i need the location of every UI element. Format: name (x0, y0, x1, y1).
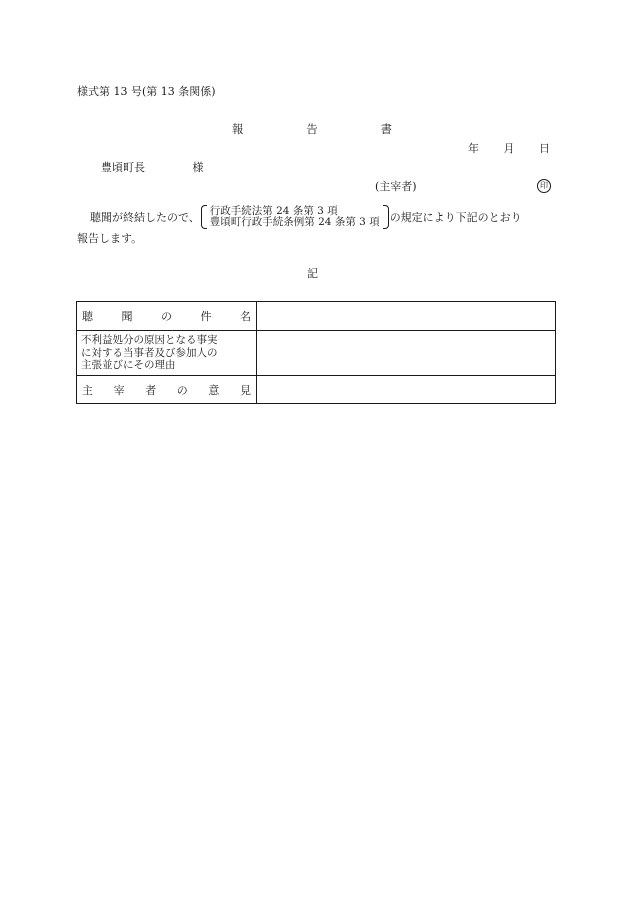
date-line (468, 143, 550, 154)
row-label-hearing-subject: 聴 聞 の 件 名 (77, 302, 257, 331)
date-day: 日 (539, 142, 550, 155)
law-item: 豊頃町行政手続条例第 24 条第 3 項 (209, 216, 380, 228)
body-tail: の規定により下記のとおり (389, 210, 522, 224)
form-number: 様式第 13 号(第 13 条関係) (77, 85, 216, 98)
hearing-subject-field[interactable] (257, 302, 556, 331)
law-item: 行政手続法第 24 条第 3 項 (209, 204, 338, 217)
title-char: 告 (306, 122, 318, 136)
body-line-1 (90, 206, 522, 228)
date-year: 年 (468, 142, 479, 155)
right-brace-icon (383, 205, 389, 229)
ki-heading: 記 (307, 267, 318, 280)
claims-field[interactable] (257, 331, 556, 376)
presider-label: (主宰者) (375, 180, 417, 193)
seal-mark-icon: 印 (537, 179, 551, 193)
row-label-presider-opinion: 主 宰 者 の 意 見 (77, 376, 257, 404)
row-label-claims: 不利益処分の原因となる事実 に対する当事者及び参加人の 主張並びにその理由 (77, 331, 257, 376)
body-lead: 聴聞が終結したので、 (90, 210, 200, 224)
report-table (76, 301, 556, 404)
document-title (232, 124, 392, 136)
table-row (77, 331, 556, 376)
date-month: 月 (503, 142, 515, 155)
addressee-honorific: 様 (192, 161, 204, 174)
addressee-name: 豊頃町長 (101, 161, 145, 174)
law-brace (201, 205, 389, 229)
body-line-2: 報告します。 (77, 232, 143, 245)
presider-opinion-field[interactable] (257, 376, 556, 404)
table-row (77, 376, 556, 404)
title-char: 報 (232, 122, 244, 136)
title-char: 書 (380, 122, 392, 136)
addressee (101, 162, 204, 173)
table-row (77, 302, 556, 331)
law-list (207, 206, 383, 228)
